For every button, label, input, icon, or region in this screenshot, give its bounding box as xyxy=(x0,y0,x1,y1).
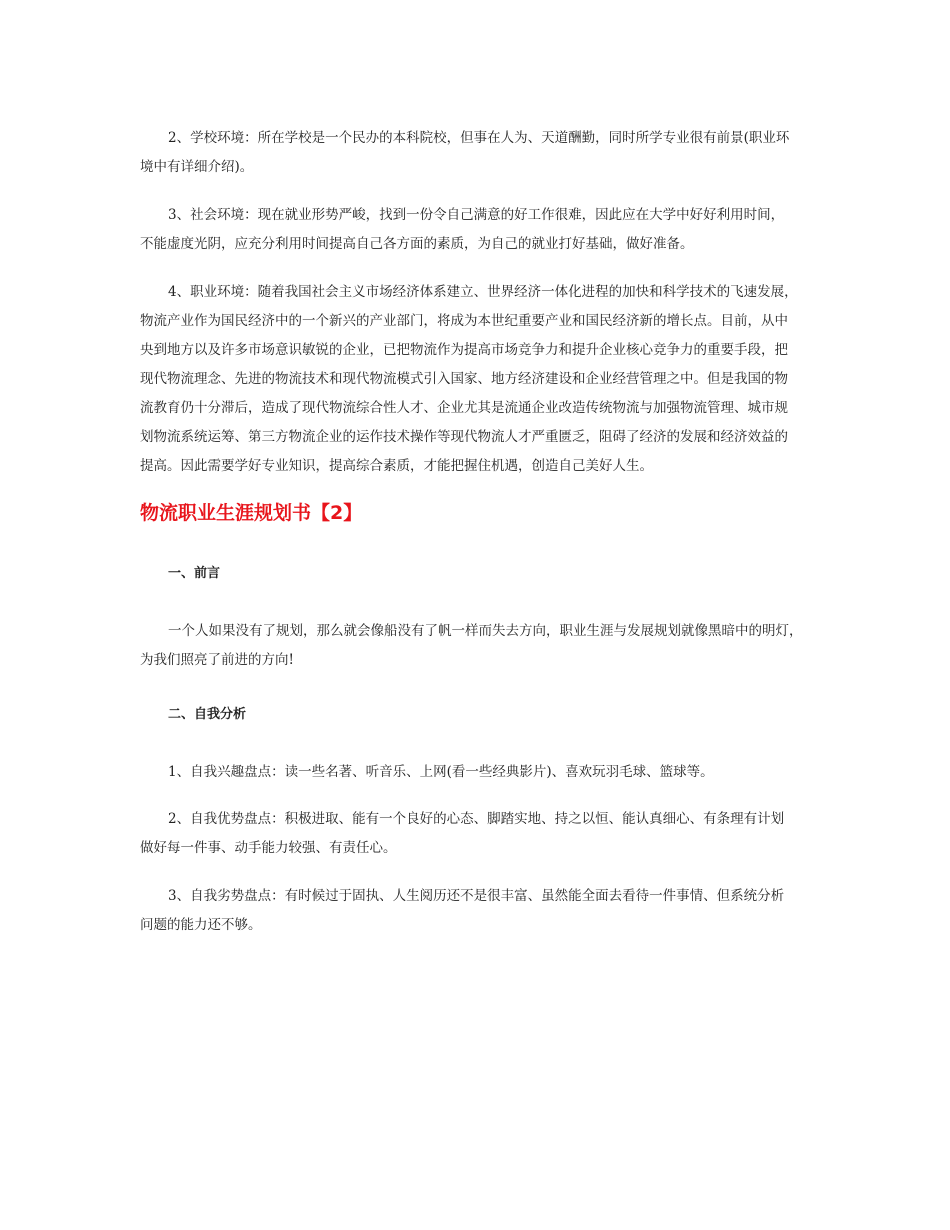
paragraph-self-interest xyxy=(140,758,820,787)
paragraph-self-weaknesses xyxy=(140,882,820,940)
paragraph-school-environment xyxy=(140,124,820,182)
paragraph-line: 划物流系统运筹、第三方物流企业的运作技术操作等现代物流人才严重匮乏，阻碍了经济的发展和经济效益的 xyxy=(140,429,788,445)
paragraph-social-environment xyxy=(140,201,820,259)
paragraph-line: 3、社会环境：现在就业形势严峻，找到一份令自己满意的好工作很难，因此应在大学中好好利用时间， xyxy=(168,207,785,223)
paragraph-line: 3、自我劣势盘点：有时候过于固执、人生阅历还不是很丰富、虽然能全面去看待一件事情、但系统分析 xyxy=(168,888,785,904)
paragraph-line: 提高。因此需要学好专业知识，提高综合素质，才能把握住机遇，创造自己美好人生。 xyxy=(140,458,653,474)
paragraph-line: 央到地方以及许多市场意识敏锐的企业，已把物流作为提高市场竞争力和提升企业核心竞争力的重要手段，把 xyxy=(140,342,788,358)
heading-preface: 一、前言 xyxy=(168,566,221,581)
paragraph-line: 2、自我优势盘点：积极进取、能有一个良好的心态、脚踏实地、持之以恒、能认真细心、有条理有计划 xyxy=(168,811,785,827)
heading-self-analysis: 二、自我分析 xyxy=(168,707,247,722)
paragraph-self-strengths xyxy=(140,805,820,863)
section-title: 物流职业生涯规划书【2】 xyxy=(140,502,363,524)
paragraph-line: 做好每一件事、动手能力较强、有责任心。 xyxy=(140,840,397,856)
paragraph-line: 问题的能力还不够。 xyxy=(140,917,262,933)
paragraph-line: 不能虚度光阴，应充分利用时间提高自己各方面的素质，为自己的就业打好基础，做好准备。 xyxy=(140,236,694,252)
paragraph-preface xyxy=(140,617,820,675)
paragraph-career-environment xyxy=(140,278,820,481)
paragraph-line: 物流产业作为国民经济中的一个新兴的产业部门，将成为本世纪重要产业和国民经济新的增长点。目前，从中 xyxy=(140,313,788,329)
paragraph-line: 4、职业环境：随着我国社会主义市场经济体系建立、世界经济一体化进程的加快和科学技术的飞速发展， xyxy=(168,284,798,300)
paragraph-line: 境中有详细介绍)。 xyxy=(140,159,254,175)
document-page xyxy=(140,124,820,959)
paragraph-line: 现代物流理念、先进的物流技术和现代物流模式引入国家、地方经济建设和企业经营管理之中。但是我国的物 xyxy=(140,371,788,387)
paragraph-line: 一个人如果没有了规划，那么就会像船没有了帆一样而失去方向，职业生涯与发展规划就像黑暗中的明灯， xyxy=(168,623,803,639)
paragraph-line: 2、学校环境：所在学校是一个民办的本科院校，但事在人为、天道酬勤，同时所学专业很有前景(职业环 xyxy=(168,130,790,146)
paragraph-line: 为我们照亮了前进的方向! xyxy=(140,652,294,668)
paragraph-line: 流教育仍十分滞后，造成了现代物流综合性人才、企业尤其是流通企业改造传统物流与加强物流管理、城市规 xyxy=(140,400,788,416)
paragraph-line: 1、自我兴趣盘点：读一些名著、听音乐、上网(看一些经典影片)、喜欢玩羽毛球、篮球等。 xyxy=(168,764,714,780)
